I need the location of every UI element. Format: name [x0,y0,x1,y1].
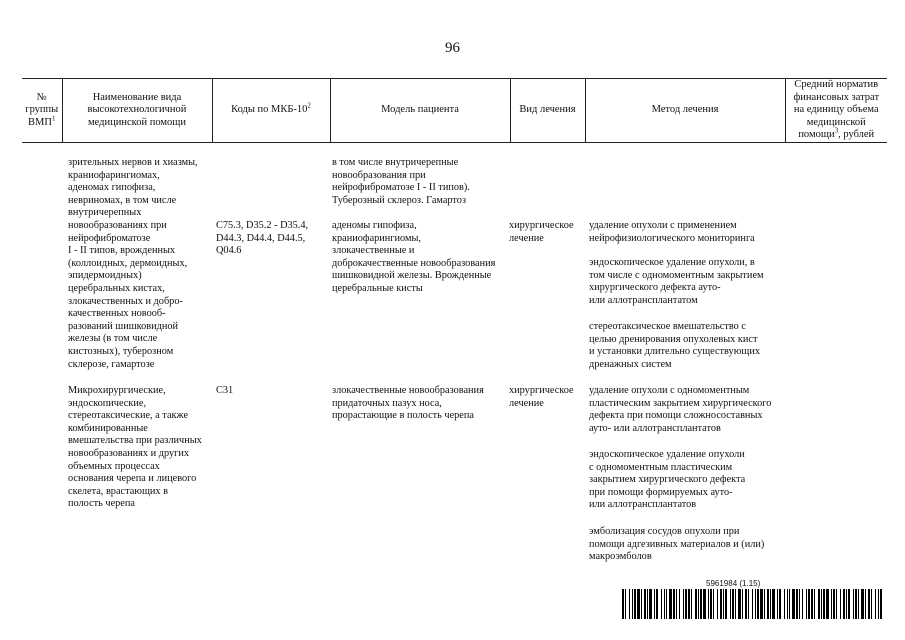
barcode-bar [708,589,709,619]
barcode-bar [823,589,825,619]
barcode-bar [826,589,829,619]
row1-method-2: эндоскопическое удаление опухоли, в том числе с одномоментным закрытием хирургического дефекта ауто- или аллотрансплантатом [589,257,764,306]
barcode-bar [695,589,697,619]
barcode-bar [779,589,781,619]
row2-method-1: удаление опухоли с одномоментным пластическим закрытием хирургического дефекта при помощи сложносоставных ауто- или аллотрансплантатов [589,385,772,434]
barcode-bar [764,589,765,619]
row2-method-3: эмболизация сосудов опухоли при помощи адгезивных материалов и (или) макроэмболов [589,526,765,563]
barcode-bar [855,589,857,619]
barcode-bar [757,589,759,619]
row2-treatment-type: хирургическое лечение [509,385,574,409]
barcode-bar [673,589,675,619]
barcode-bar [777,589,778,619]
barcode-bar [664,589,665,619]
barcode-bar [784,589,785,619]
barcode-bar [691,589,692,619]
row1-care-name: зрительных нервов и хиазмы, краниофарингиомах, аденомах гипофиза, невриномах, в том числе внутричерепных новообразованиях при нейрофиброматозе I - II типов, врожденных (коллоидных, дермоидных, эпидермоидных) церебральных кистах, злокачественных и добро- качественных новооб- разований шишковидной железы (в том числе кистозных), туберозном склерозе, гамартозе [68,157,198,370]
barcode-bar [656,589,658,619]
barcode-bar [760,589,763,619]
barcode-bar [799,589,800,619]
barcode-bar [634,589,636,619]
table-header [22,78,887,143]
barcode-bar [725,589,727,619]
barcode-bar [831,589,832,619]
barcode-bar [666,589,667,619]
barcode-bar [787,589,788,619]
barcode-bar [654,589,655,619]
barcode-bar [858,589,859,619]
header-care-type: Наименование вида высокотехнологичной медицинской помощи [62,79,212,143]
header-icd-codes: Коды по МКБ-$10^2$ [212,79,330,143]
barcode-bar [629,589,630,619]
barcode-bar [840,589,841,619]
row2-icd-codes: C31 [216,385,234,396]
header-group-number: № группы ВМП$^1$ [22,79,62,143]
barcode-bar [732,589,734,619]
barcode-bar [843,589,845,619]
row1-patient-model-continued: в том числе внутричерепные новообразования при нейрофиброматозе I - II типов). Туберозный склероз. Гамартоз [332,157,470,206]
barcode-bar [752,589,753,619]
barcode-bar [772,589,775,619]
barcode-bar [748,589,749,619]
barcode-bar [808,589,810,619]
barcode-bar [836,589,837,619]
page-number: 96 [445,40,460,56]
barcode-bar [802,589,803,619]
barcode-bar [814,589,815,619]
barcode-bar [811,589,813,619]
row1-method-3: стереотаксическое вмешательство с целью дренирования опухолевых кист и установки длительно существующих дренажных систем [589,321,760,370]
row1-patient-model: аденомы гипофиза, краниофарингиомы, злокачественные и доброкачественные новообразования шишковидной железы. Врожденные церебральные кисты [332,220,496,294]
header-patient-model: Модель пациента [330,79,510,143]
barcode-bar [730,589,731,619]
barcode-bar [806,589,807,619]
row1-treatment-type: хирургическое лечение [509,220,574,244]
barcode-bar [700,589,702,619]
barcode-bar [683,589,684,619]
barcode-bar [661,589,662,619]
barcode-bar [710,589,712,619]
barcode-bar [796,589,798,619]
barcode-bar [880,589,882,619]
barcode-bar [679,589,680,619]
barcode [622,589,884,619]
barcode-bar [755,589,756,619]
barcode-bar [649,589,652,619]
barcode-bar [698,589,699,619]
barcode-bar [792,589,795,619]
barcode-bar [720,589,722,619]
row1-icd-codes: C75.3, D35.2 - D35.4, D44.3, D44.4, D44.5, Q04.6 [216,220,309,257]
barcode-bar [868,589,870,619]
barcode-number: 5961984 (1.15) [706,579,761,588]
barcode-bar [688,589,690,619]
barcode-bar [713,589,714,619]
barcode-bar [833,589,835,619]
row2-care-name: Микрохирургические, эндоскопические, стереотаксические, а также комбинированные вмешательства при различных новообразованиях и других объемных процессах основания черепа и лицевого скелета, врастающих в полость черепа [68,385,202,510]
barcode-bar [770,589,771,619]
barcode-bar [875,589,876,619]
barcode-bar [818,589,820,619]
barcode-bar [848,589,850,619]
barcode-bar [878,589,879,619]
barcode-bar [685,589,687,619]
row1-method-1: удаление опухоли с применением нейрофизиологического мониторинга [589,220,755,244]
barcode-bar [669,589,672,619]
barcode-bar [846,589,847,619]
barcode-bar [676,589,677,619]
barcode-bar [735,589,736,619]
barcode-bar [641,589,642,619]
barcode-bar [644,589,646,619]
header-treatment-type: Вид лечения [510,79,585,143]
barcode-bar [767,589,769,619]
barcode-bar [723,589,724,619]
barcode-bar [861,589,864,619]
barcode-bar [703,589,706,619]
barcode-bar [632,589,633,619]
barcode-bar [622,589,624,619]
header-avg-cost: Средний норматив финансовых затрат на единицу объема медицинской помощи$^3$, рублей [785,79,887,143]
header-treatment-method: Метод лечения [585,79,785,143]
barcode-bar [789,589,790,619]
barcode-bar [738,589,741,619]
barcode-bar [871,589,872,619]
barcode-bar [637,589,640,619]
barcode-bar [745,589,747,619]
barcode-bar [742,589,743,619]
barcode-bar [717,589,718,619]
barcode-bar [821,589,822,619]
row2-method-2: эндоскопическое удаление опухоли с одномоментным пластическим закрытием хирургического дефекта при помощи формируемых ауто- или аллотрансплантатов [589,449,746,511]
row2-patient-model: злокачественные новообразования придаточных пазух носа, прорастающие в полость черепа [332,385,484,422]
barcode-bar [625,589,626,619]
barcode-bar [865,589,866,619]
barcode-bar [853,589,854,619]
barcode-bar [647,589,648,619]
